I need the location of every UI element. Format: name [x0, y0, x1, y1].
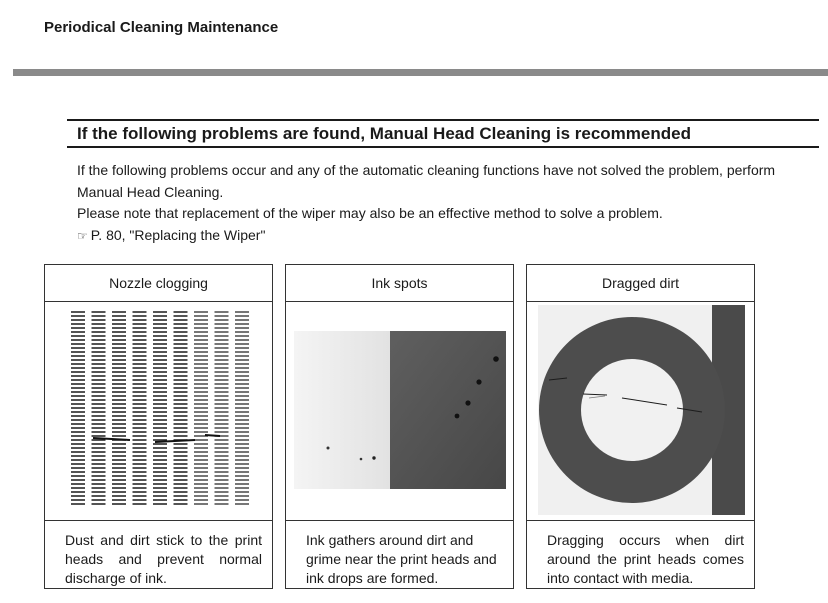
header-divider [13, 69, 828, 76]
reference-line [77, 225, 817, 248]
section-rule-top [67, 119, 819, 121]
reference-link[interactable]: P. 80, "Replacing the Wiper" [90, 226, 266, 243]
card-dragged-dirt [526, 264, 755, 589]
card-nozzle-clogging [44, 264, 273, 589]
card-caption: Ink gathers around dirt and grime near the print heads and ink drops are formed. [306, 532, 497, 586]
body-text [77, 160, 817, 247]
nozzle-check-pattern-image [45, 302, 272, 521]
card-ink-spots [285, 264, 514, 589]
card-caption: Dust and dirt stick to the print heads and prevent normal discharge of ink. [65, 532, 262, 586]
paragraph-intro: If the following problems occur and any of the automatic cleaning functions have not solved the problem, perform Manual Head Cleaning. [77, 162, 776, 200]
card-caption: Dragging occurs when dirt around the print heads comes into contact with media. [547, 532, 744, 586]
section-rule-bottom [67, 146, 819, 148]
ink-spots-sample-image [286, 302, 513, 521]
section-title: If the following problems are found, Manual Head Cleaning is recommended [77, 124, 691, 143]
dragged-dirt-sample-image [527, 302, 754, 521]
card-title: Ink spots [286, 265, 513, 302]
paragraph-wiper: Please note that replacement of the wiper may also be an effective method to solve a problem. [77, 205, 663, 221]
pointing-hand-icon: ☞ [77, 228, 88, 243]
page-header: Periodical Cleaning Maintenance [44, 19, 279, 36]
card-title: Nozzle clogging [45, 265, 272, 302]
card-title: Dragged dirt [527, 265, 754, 302]
